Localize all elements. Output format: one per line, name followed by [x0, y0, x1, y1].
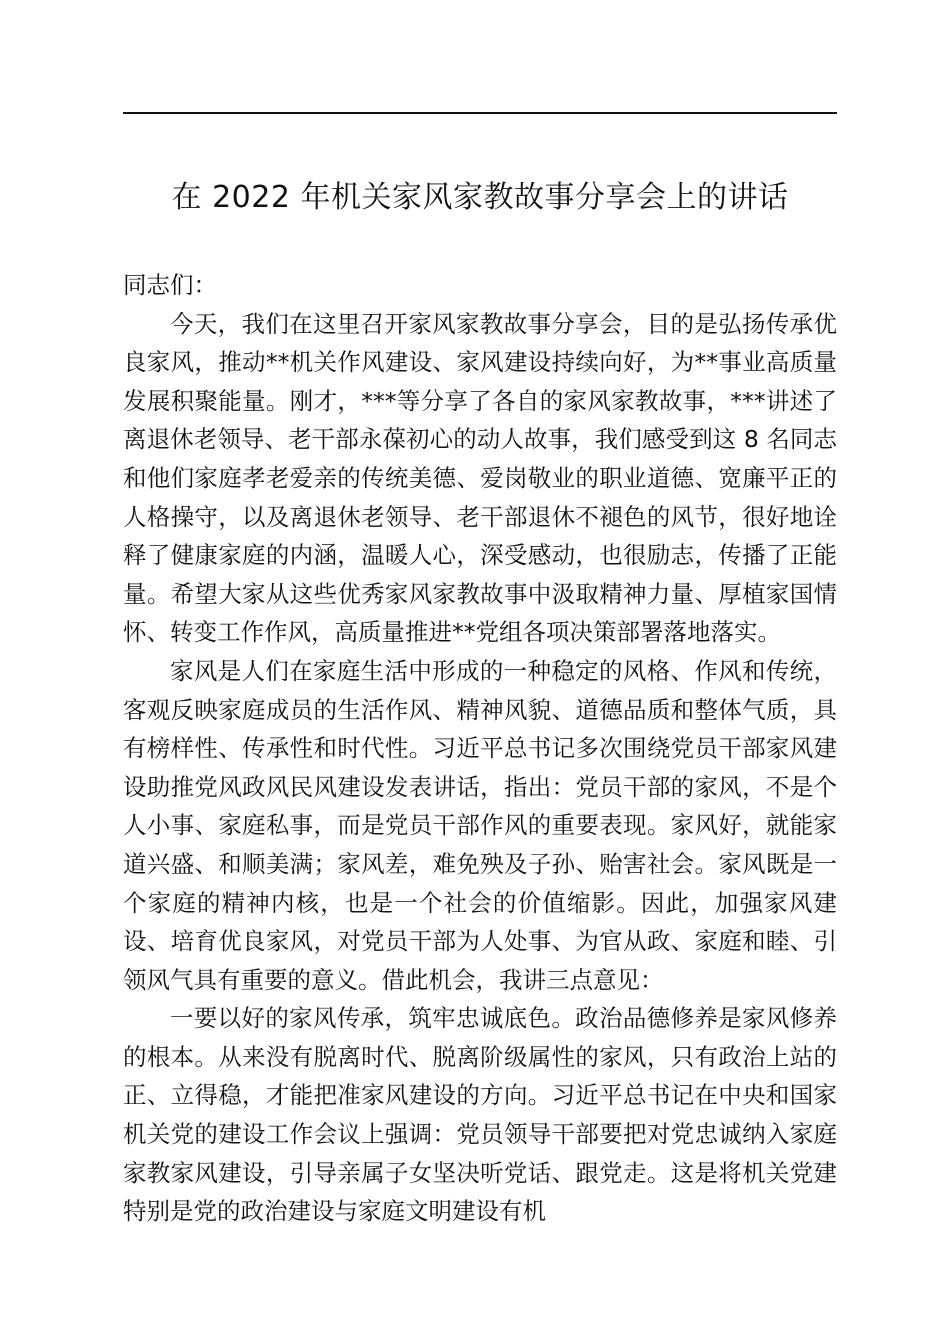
document-title: 在 2022 年机关家风家教故事分享会上的讲话 — [171, 180, 789, 215]
salutation: 同志们： — [123, 271, 217, 299]
paragraph-3: 一要以好的家风传承，筑牢忠诚底色。政治品德修养是家风修养的根本。从来没有脱离时代、脱离阶级属性的家风，只有政治上站的正、立得稳，才能把准家风建设的方向。习近平总书记在中央和国家机关党的建设工作会议上强调：党员领导干部要把对党忠诚纳入家庭家教家风建设，引导亲属子女坚决听党话、跟党走。这是将机关党建特别是党的政治建设与家庭文明建设有机 — [123, 1004, 837, 1226]
document-body — [123, 266, 837, 1231]
paragraph-2: 家风是人们在家庭生活中形成的一种稳定的风格、作风和传统，客观反映家庭成员的生活作风、精神风貌、道德品质和整体气质，具有榜样性、传承性和时代性。习近平总书记多次围绕党员干部家风建设助推党风政风民风建设发表讲话，指出：党员干部的家风，不是个人小事、家庭私事，而是党员干部作风的重要表现。家风好，就能家道兴盛、和顺美满；家风差，难免殃及子孙、贻害社会。家风既是一个家庭的精神内核，也是一个社会的价值缩影。因此，加强家风建设、培育优良家风，对党员干部为人处事、为官从政、家庭和睦、引领风气具有重要的意义。借此机会，我讲三点意见： — [123, 656, 837, 994]
paragraph-1: 今天，我们在这里召开家风家教故事分享会，目的是弘扬传承优良家风，推动**机关作风建设、家风建设持续向好，为**事业高质量发展积聚能量。刚才，***等分享了各自的家风家教故事，***讲述了离退休老领导、老干部永葆初心的动人故事，我们感受到这 8 名同志和他们家庭孝老爱亲的传统美德、爱岗敬业的职业道德、宽廉平正的人格操守，以及离退休老领导、老干部退休不褪色的风节，很好地诠释了健康家庭的内涵，温暖人心，深受感动，也很励志，传播了正能量。希望大家从这些优秀家风家教故事中汲取精神力量、厚植家国情怀、转变工作作风，高质量推进**党组各项决策部署落地落实。 — [123, 309, 837, 647]
header-rule — [123, 112, 837, 114]
